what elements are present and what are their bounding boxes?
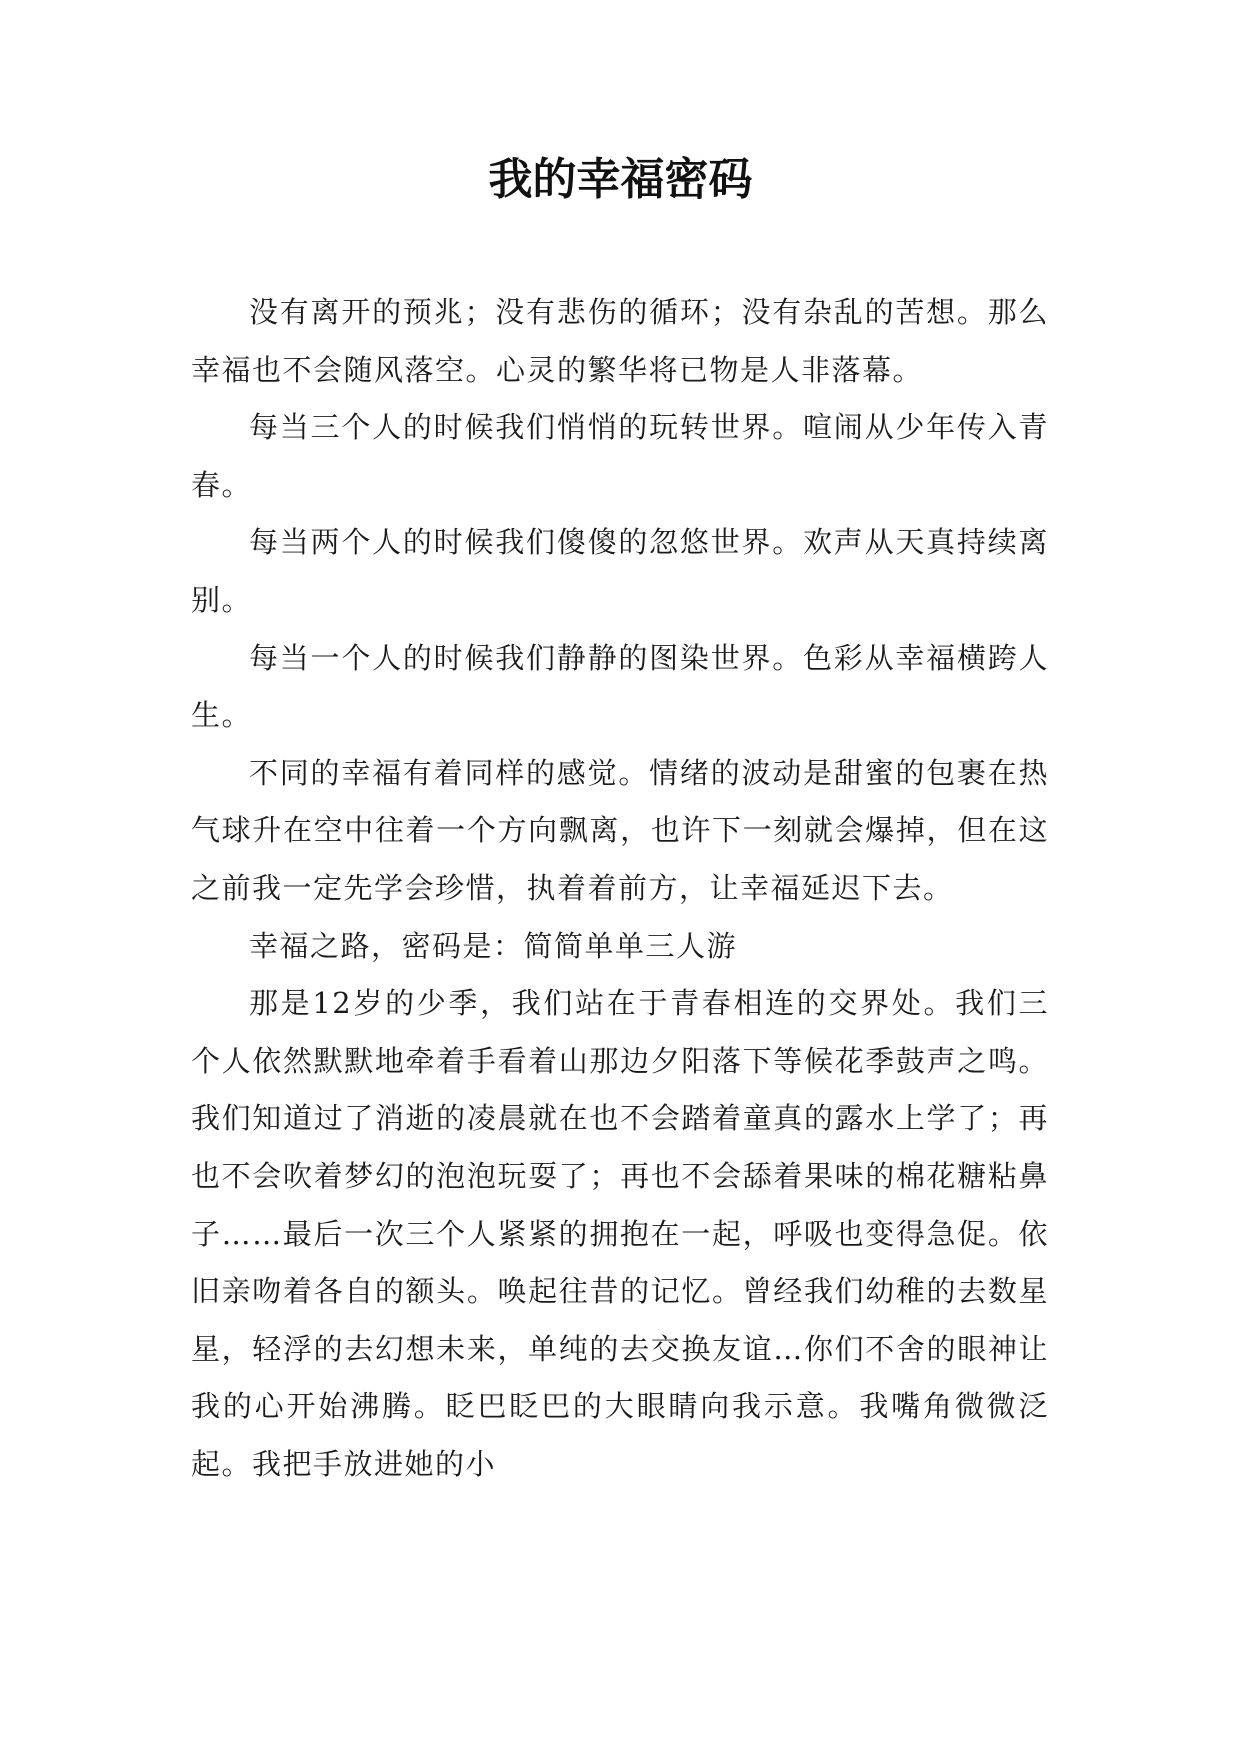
paragraph: 每当两个人的时候我们傻傻的忽悠世界。欢声从天真持续离别。 xyxy=(191,525,1049,617)
page-title: 我的幸福密码 xyxy=(488,154,753,205)
paragraph: 每当三个人的时候我们悄悄的玩转世界。喧闹从少年传入青春。 xyxy=(191,410,1049,502)
paragraph: 幸福之路，密码是：简简单单三人游 xyxy=(249,928,738,963)
paragraph: 不同的幸福有着同样的感觉。情绪的波动是甜蜜的包裹在热气球升在空中往着一个方向飘离，也许下一刻就会爆掉，但在这之前我一定先学会珍惜，执着着前方，让幸福延迟下去。 xyxy=(191,755,1049,905)
paragraph: 每当一个人的时候我们静静的图染世界。色彩从幸福横跨人生。 xyxy=(191,640,1049,733)
paragraph: 那是12岁的少季，我们站在于青春相连的交界处。我们三个人依然默默地牵着手看着山那边夕阳落下等候花季鼓声之鸣。我们知道过了消逝的凌晨就在也不会踏着童真的露水上学了；再也不会吹着梦幻的泡泡玩耍了；再也不会舔着果味的棉花糖粘鼻子……最后一次三个人紧紧的拥抱在一起，呼吸也变得急促。依旧亲吻着各自的额头。唤起往昔的记忆。曾经我们幼稚的去数星星，轻浮的去幻想未来，单纯的去交换友谊…你们不舍的眼神让我的心开始沸腾。眨巴眨巴的大眼睛向我示意。我嘴角微微泛起。我把手放进她的小 xyxy=(191,986,1049,1481)
document-body xyxy=(191,284,1049,1493)
paragraph: 没有离开的预兆；没有悲伤的循环；没有杂乱的苦想。那么幸福也不会随风落空。心灵的繁华将已物是人非落幕。 xyxy=(191,295,1049,387)
